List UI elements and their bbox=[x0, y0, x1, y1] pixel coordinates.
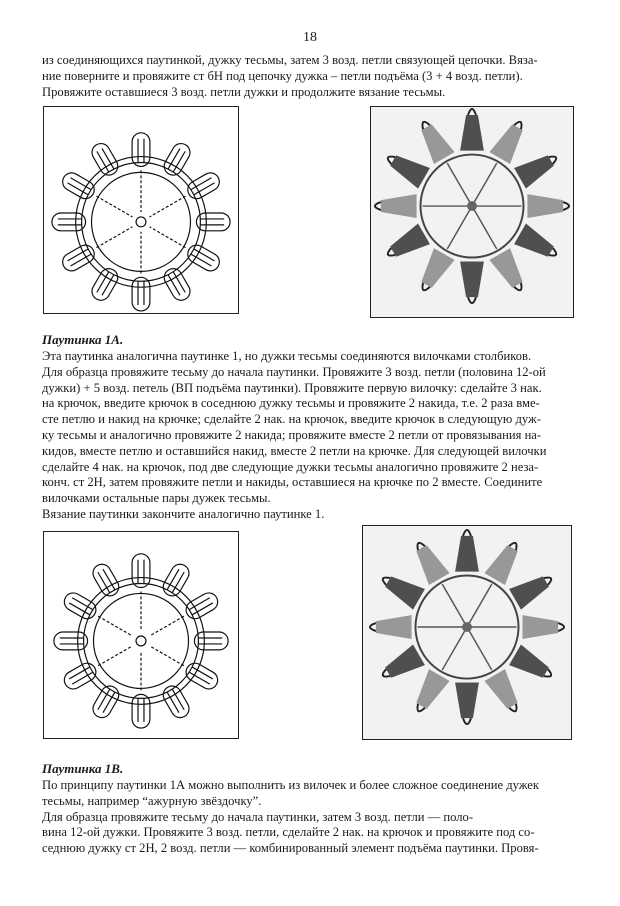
center-ring bbox=[136, 636, 146, 646]
braid-loop bbox=[90, 683, 122, 721]
braid-loop bbox=[185, 242, 223, 274]
braid-loop bbox=[54, 632, 88, 650]
chain-spoke bbox=[150, 616, 184, 636]
text-line: Для образца провяжите тесьму до начала паутинки, затем 3 возд. петли — поло- bbox=[42, 809, 474, 824]
text-line: на крючок, введите крючок в соседнюю дужку тесьмы и провяжите 2 накида, т.е. 2 раза вме- bbox=[42, 396, 540, 411]
braid-loop bbox=[185, 170, 223, 202]
braid-loop bbox=[89, 265, 121, 303]
chain-spoke bbox=[150, 646, 184, 666]
braid-loop bbox=[196, 213, 230, 231]
braid-loop bbox=[59, 242, 97, 274]
chain-spoke bbox=[98, 616, 132, 636]
chain-spoke bbox=[98, 646, 132, 666]
braid-loop bbox=[183, 660, 221, 692]
crochet-diagram-1 bbox=[43, 106, 239, 314]
braid-loop bbox=[160, 561, 192, 599]
lace-photo-svg bbox=[371, 107, 573, 317]
braid-loop bbox=[61, 660, 99, 692]
crochet-photo-2 bbox=[362, 525, 572, 740]
text-line: Эта паутинка аналогична паутинке 1, но дужки тесьмы соединяются вилочками столбиков. bbox=[42, 349, 532, 363]
braid-loop bbox=[160, 683, 192, 721]
text-line: дужки) + 5 возд. петель (ВП подъёма паутинки). Провяжите первую вилочку: сделайте 3 нак. bbox=[42, 380, 542, 395]
crochet-photo-1 bbox=[370, 106, 574, 318]
text-line: конч. ст 2Н, затем провяжите петли и накиды, оставшиеся на крючке по 2 вместе. Соедините bbox=[42, 475, 543, 490]
text-line: ние поверните и провяжите ст бН под цепочку дужка – петли подъёма (3 + 4 возд. петли). bbox=[42, 68, 523, 83]
center-ring bbox=[136, 217, 146, 227]
braid-loop bbox=[59, 170, 97, 202]
text-line: сте петлю и накид на крючке; сделайте 2 нак. на крючок, введите крючок в следующую дуж- bbox=[42, 412, 541, 427]
crochet-chart-svg bbox=[44, 532, 238, 738]
braid-loop bbox=[52, 213, 86, 231]
braid-loop bbox=[90, 561, 122, 599]
braid-loop bbox=[132, 277, 150, 311]
text-line: вилочками остальные пары дужек тесьмы. bbox=[42, 491, 271, 506]
braid-loop bbox=[61, 590, 99, 622]
crochet-chart-svg bbox=[44, 107, 238, 313]
text-line: тесьмы, например “ажурную звёздочку”. bbox=[42, 793, 262, 808]
text-line: вина 12-ой дужки. Провяжите 3 возд. петли, сделайте 2 нак. на крючок и провяжите под со- bbox=[42, 825, 535, 840]
text-line: По принципу паутинки 1А можно выполнить из вилочек и более сложное соединение дужек bbox=[42, 778, 539, 792]
braid-loop bbox=[132, 694, 150, 728]
text-line: Провяжите оставшиеся 3 возд. петли дужки и продолжите вязание тесьмы. bbox=[42, 84, 446, 99]
text-line: седнюю дужку ст 2Н, 2 возд. петли — комбинированный элемент подъёма паутинки. Провя- bbox=[42, 841, 539, 856]
chain-spoke bbox=[150, 196, 186, 217]
lace-photo-svg bbox=[363, 526, 571, 739]
braid-loop bbox=[161, 140, 193, 178]
section-title: Паутинка 1А. bbox=[42, 332, 124, 347]
braid-loop bbox=[183, 590, 221, 622]
section-1b-text bbox=[42, 778, 590, 857]
braid-loop bbox=[132, 133, 150, 167]
braid-loop bbox=[132, 554, 150, 588]
chain-spoke bbox=[150, 227, 186, 248]
braid-loop bbox=[89, 140, 121, 178]
page-number: 18 bbox=[303, 30, 317, 45]
section-title: Паутинка 1В. bbox=[42, 761, 124, 776]
chain-spoke bbox=[96, 196, 132, 217]
text-line: Для образца провяжите тесьму до начала паутинки. Провяжите 3 возд. петли (половина 12-ой bbox=[42, 364, 546, 379]
text-line: из соединяющихся паутинкой, дужку тесьмы, затем 3 возд. петли связующей цепочки. Вяза- bbox=[42, 53, 538, 67]
text-line: ку тесьмы и аналогично провяжите 2 накида; провяжите вместе 2 петли от провязывания на- bbox=[42, 427, 542, 442]
intro-paragraph bbox=[42, 53, 590, 100]
text-line: Вязание паутинки закончите аналогично паутинке 1. bbox=[42, 506, 325, 521]
text-line: кидов, вместе петлю и оставшийся накид, вместе 2 петли на крючке. Для следующей вилочки bbox=[42, 443, 547, 458]
section-1a-text bbox=[42, 349, 590, 523]
crochet-diagram-2 bbox=[43, 531, 239, 739]
chain-spoke bbox=[96, 227, 132, 248]
braid-loop bbox=[194, 632, 228, 650]
braid-loop bbox=[161, 265, 193, 303]
text-line: сделайте 4 нак. на крючок, под две следующие дужки тесьмы аналогично провяжите 2 неза- bbox=[42, 459, 539, 474]
